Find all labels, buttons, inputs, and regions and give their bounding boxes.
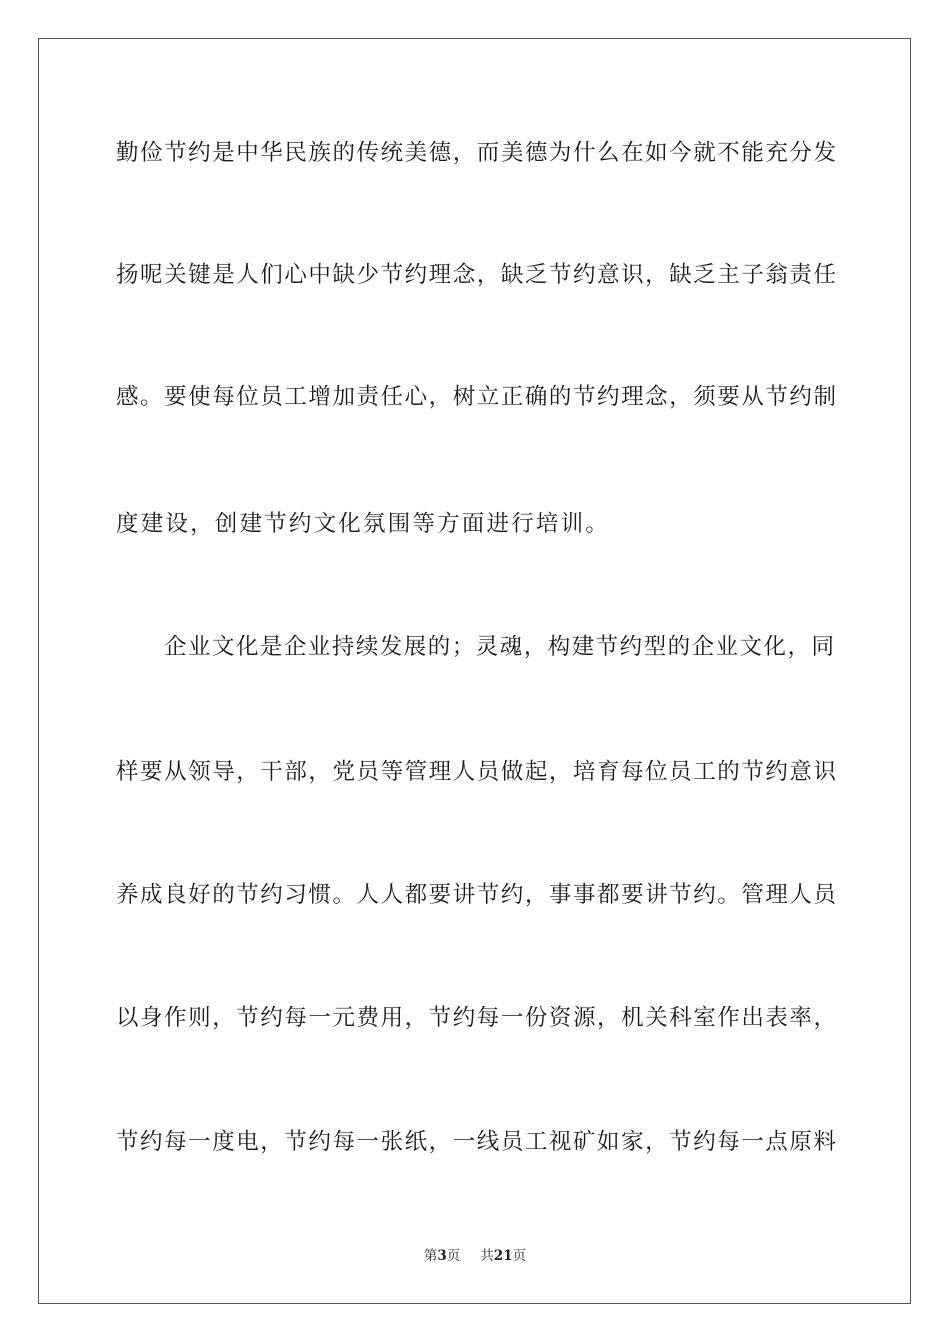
text-line: 勤俭节约是中华民族的传统美德，而美德为什么在如今就不能充分发 — [116, 140, 836, 166]
page-border — [38, 38, 911, 1304]
text-line: 感。要使每位员工增加责任心，树立正确的节约理念，须要从节约制 — [116, 384, 836, 410]
text-line: 养成良好的节约习惯。人人都要讲节约，事事都要讲节约。管理人员 — [116, 882, 836, 908]
page-suffix: 页 — [446, 1248, 461, 1264]
text-line: 以身作则，节约每一元费用，节约每一份资源，机关科室作出表率， — [116, 1005, 836, 1031]
text-line: 样要从领导，干部，党员等管理人员做起，培育每位员工的节约意识 — [116, 759, 836, 785]
total-suffix: 页 — [512, 1248, 527, 1264]
page-prefix: 第 — [423, 1248, 438, 1264]
page-number: 3 — [437, 1248, 447, 1264]
page-footer — [0, 1247, 950, 1265]
text-line: 节约每一度电，节约每一张纸，一线员工视矿如家，节约每一点原料 — [116, 1129, 836, 1155]
text-line: 扬呢关键是人们心中缺少节约理念，缺乏节约意识，缺乏主子翁责任 — [116, 262, 836, 288]
text-line: 企业文化是企业持续发展的；灵魂，构建节约型的企业文化，同 — [164, 634, 834, 660]
total-pages: 21 — [493, 1248, 513, 1264]
text-line: 度建设，创建节约文化氛围等方面进行培训。 — [116, 511, 611, 537]
total-prefix: 共 — [480, 1248, 494, 1264]
